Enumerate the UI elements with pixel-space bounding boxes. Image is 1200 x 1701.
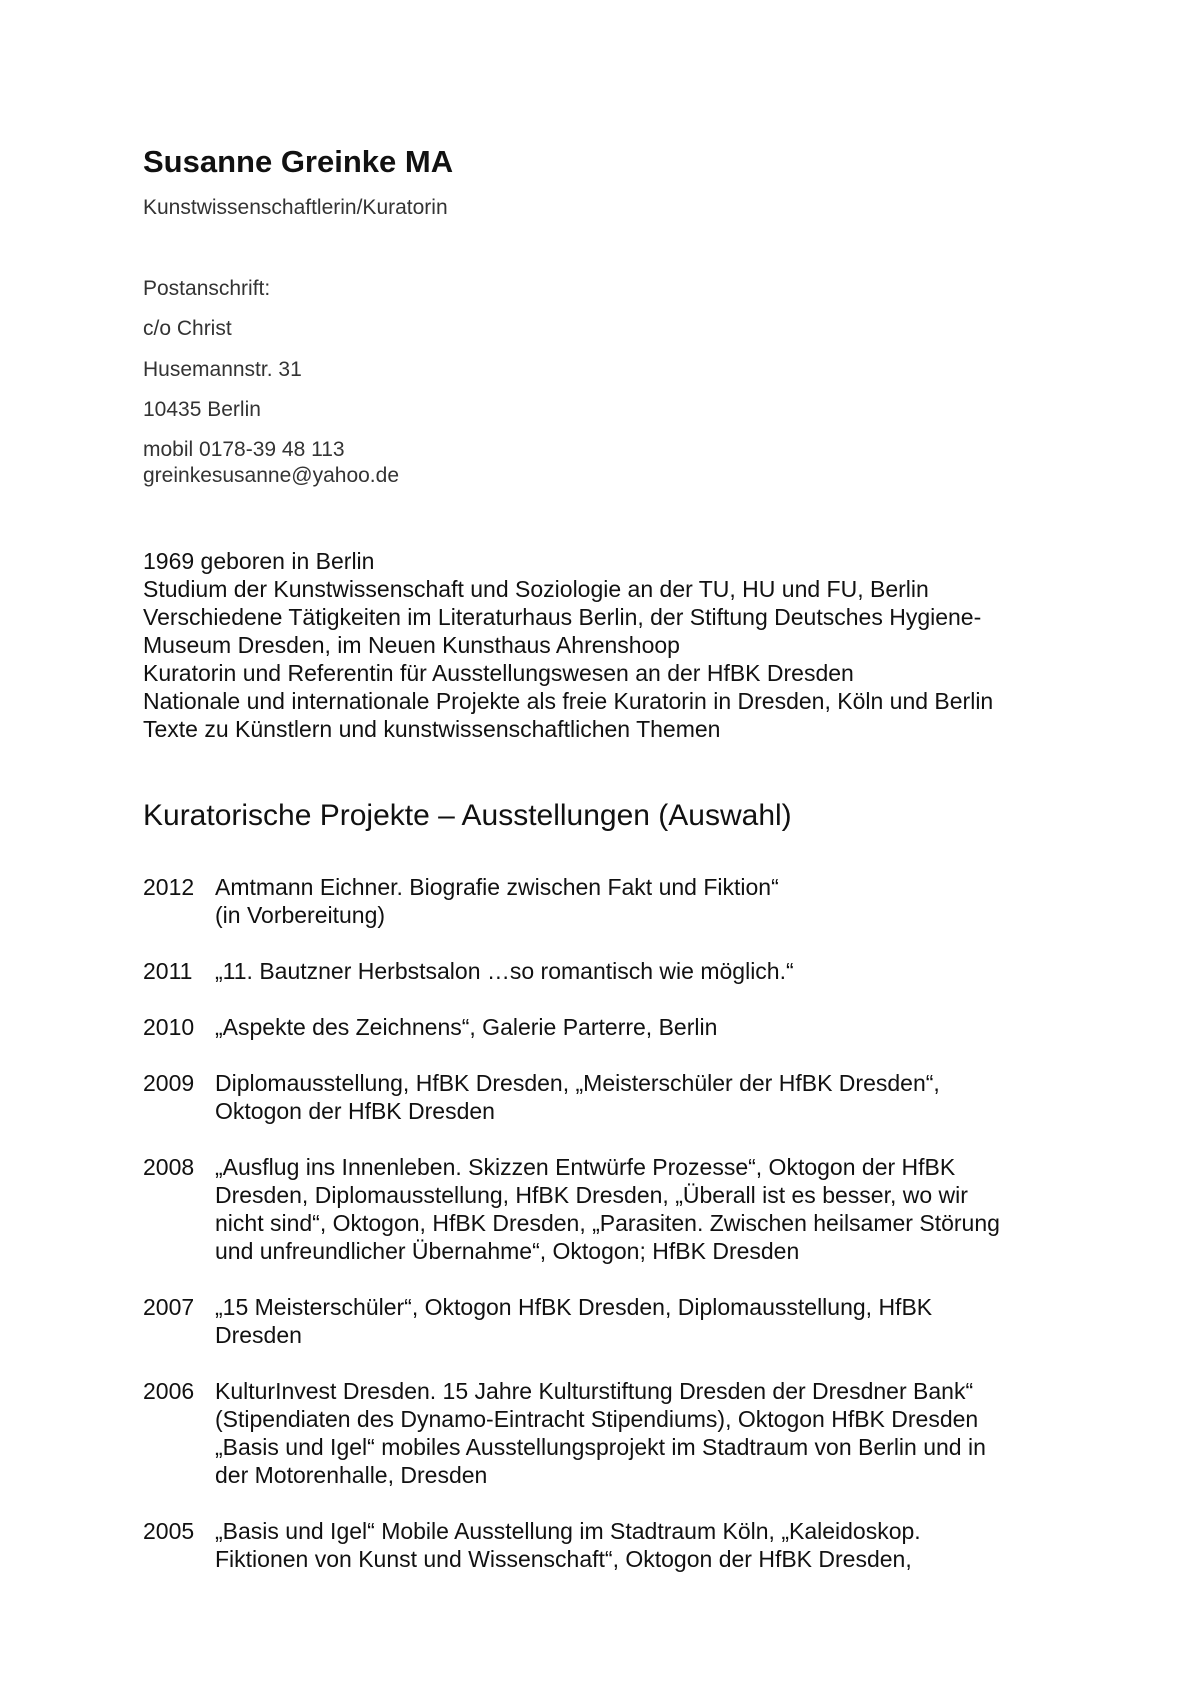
project-line: „15 Meisterschüler“, Oktogon HfBK Dresden, Diplomausstellung, HfBK bbox=[215, 1294, 933, 1320]
bio-line: 1969 geboren in Berlin bbox=[143, 548, 375, 574]
project-line: Fiktionen von Kunst und Wissenschaft“, Oktogon der HfBK Dresden, bbox=[215, 1546, 912, 1572]
project-line: (in Vorbereitung) bbox=[215, 902, 386, 928]
bio-line: Museum Dresden, im Neuen Kunsthaus Ahrenshoop bbox=[143, 632, 680, 658]
email-address: greinkesusanne@yahoo.de bbox=[143, 464, 399, 487]
project-description bbox=[215, 1293, 1095, 1349]
project-line: Dresden bbox=[215, 1322, 302, 1348]
project-description bbox=[215, 957, 1095, 985]
project-year: 2005 bbox=[143, 1518, 195, 1544]
address-line-2: Husemannstr. 31 bbox=[143, 358, 302, 381]
bio-line: Verschiedene Tätigkeiten im Literaturhaus Berlin, der Stiftung Deutsches Hygiene- bbox=[143, 604, 982, 630]
address-line-3: 10435 Berlin bbox=[143, 398, 261, 421]
project-line: „Aspekte des Zeichnens“, Galerie Parterre, Berlin bbox=[215, 1014, 718, 1040]
project-year: 2011 bbox=[143, 958, 193, 984]
project-line: Amtmann Eichner. Biografie zwischen Fakt und Fiktion“ bbox=[215, 874, 779, 900]
project-line: „Basis und Igel“ Mobile Ausstellung im Stadtraum Köln, „Kaleidoskop. bbox=[215, 1518, 921, 1544]
project-description bbox=[215, 1013, 1095, 1041]
project-line: „Basis und Igel“ mobiles Ausstellungsprojekt im Stadtraum von Berlin und in bbox=[215, 1434, 986, 1460]
project-year: 2010 bbox=[143, 1014, 195, 1040]
project-year: 2008 bbox=[143, 1154, 195, 1180]
project-description bbox=[215, 1377, 1095, 1489]
project-line: Dresden, Diplomausstellung, HfBK Dresden, „Überall ist es besser, wo wir bbox=[215, 1182, 968, 1208]
bio-line: Studium der Kunstwissenschaft und Soziologie an der TU, HU und FU, Berlin bbox=[143, 576, 929, 602]
project-description bbox=[215, 873, 1095, 929]
project-year: 2007 bbox=[143, 1294, 195, 1320]
bio-line: Nationale und internationale Projekte als freie Kuratorin in Dresden, Köln und Berlin bbox=[143, 688, 994, 714]
project-line: und unfreundlicher Übernahme“, Oktogon; HfBK Dresden bbox=[215, 1238, 800, 1264]
project-line: der Motorenhalle, Dresden bbox=[215, 1462, 488, 1488]
address-line-1: c/o Christ bbox=[143, 317, 232, 340]
person-name: Susanne Greinke MA bbox=[143, 144, 454, 179]
project-line: Oktogon der HfBK Dresden bbox=[215, 1098, 495, 1124]
bio-list bbox=[143, 547, 993, 743]
project-description bbox=[215, 1517, 1095, 1573]
phone-number: mobil 0178-39 48 113 bbox=[143, 438, 345, 461]
bio-line: Kuratorin und Referentin für Ausstellungswesen an der HfBK Dresden bbox=[143, 660, 854, 686]
project-year: 2012 bbox=[143, 874, 195, 900]
section-title-projects: Kuratorische Projekte – Ausstellungen (Auswahl) bbox=[143, 799, 792, 832]
project-description bbox=[215, 1153, 1095, 1265]
person-role: Kunstwissenschaftlerin/Kuratorin bbox=[143, 196, 448, 219]
project-line: Diplomausstellung, HfBK Dresden, „Meisterschüler der HfBK Dresden“, bbox=[215, 1070, 940, 1096]
project-line: nicht sind“, Oktogon, HfBK Dresden, „Parasiten. Zwischen heilsamer Störung bbox=[215, 1210, 1000, 1236]
project-line: KulturInvest Dresden. 15 Jahre Kulturstiftung Dresden der Dresdner Bank“ bbox=[215, 1378, 974, 1404]
project-line: (Stipendiaten des Dynamo-Eintracht Stipendiums), Oktogon HfBK Dresden bbox=[215, 1406, 979, 1432]
project-year: 2009 bbox=[143, 1070, 195, 1096]
project-line: „11. Bautzner Herbstsalon …so romantisch wie möglich.“ bbox=[215, 958, 794, 984]
project-description bbox=[215, 1069, 1095, 1125]
project-year: 2006 bbox=[143, 1378, 195, 1404]
project-line: „Ausflug ins Innenleben. Skizzen Entwürfe Prozesse“, Oktogon der HfBK bbox=[215, 1154, 956, 1180]
address-label: Postanschrift: bbox=[143, 277, 271, 300]
bio-line: Texte zu Künstlern und kunstwissenschaftlichen Themen bbox=[143, 716, 721, 742]
